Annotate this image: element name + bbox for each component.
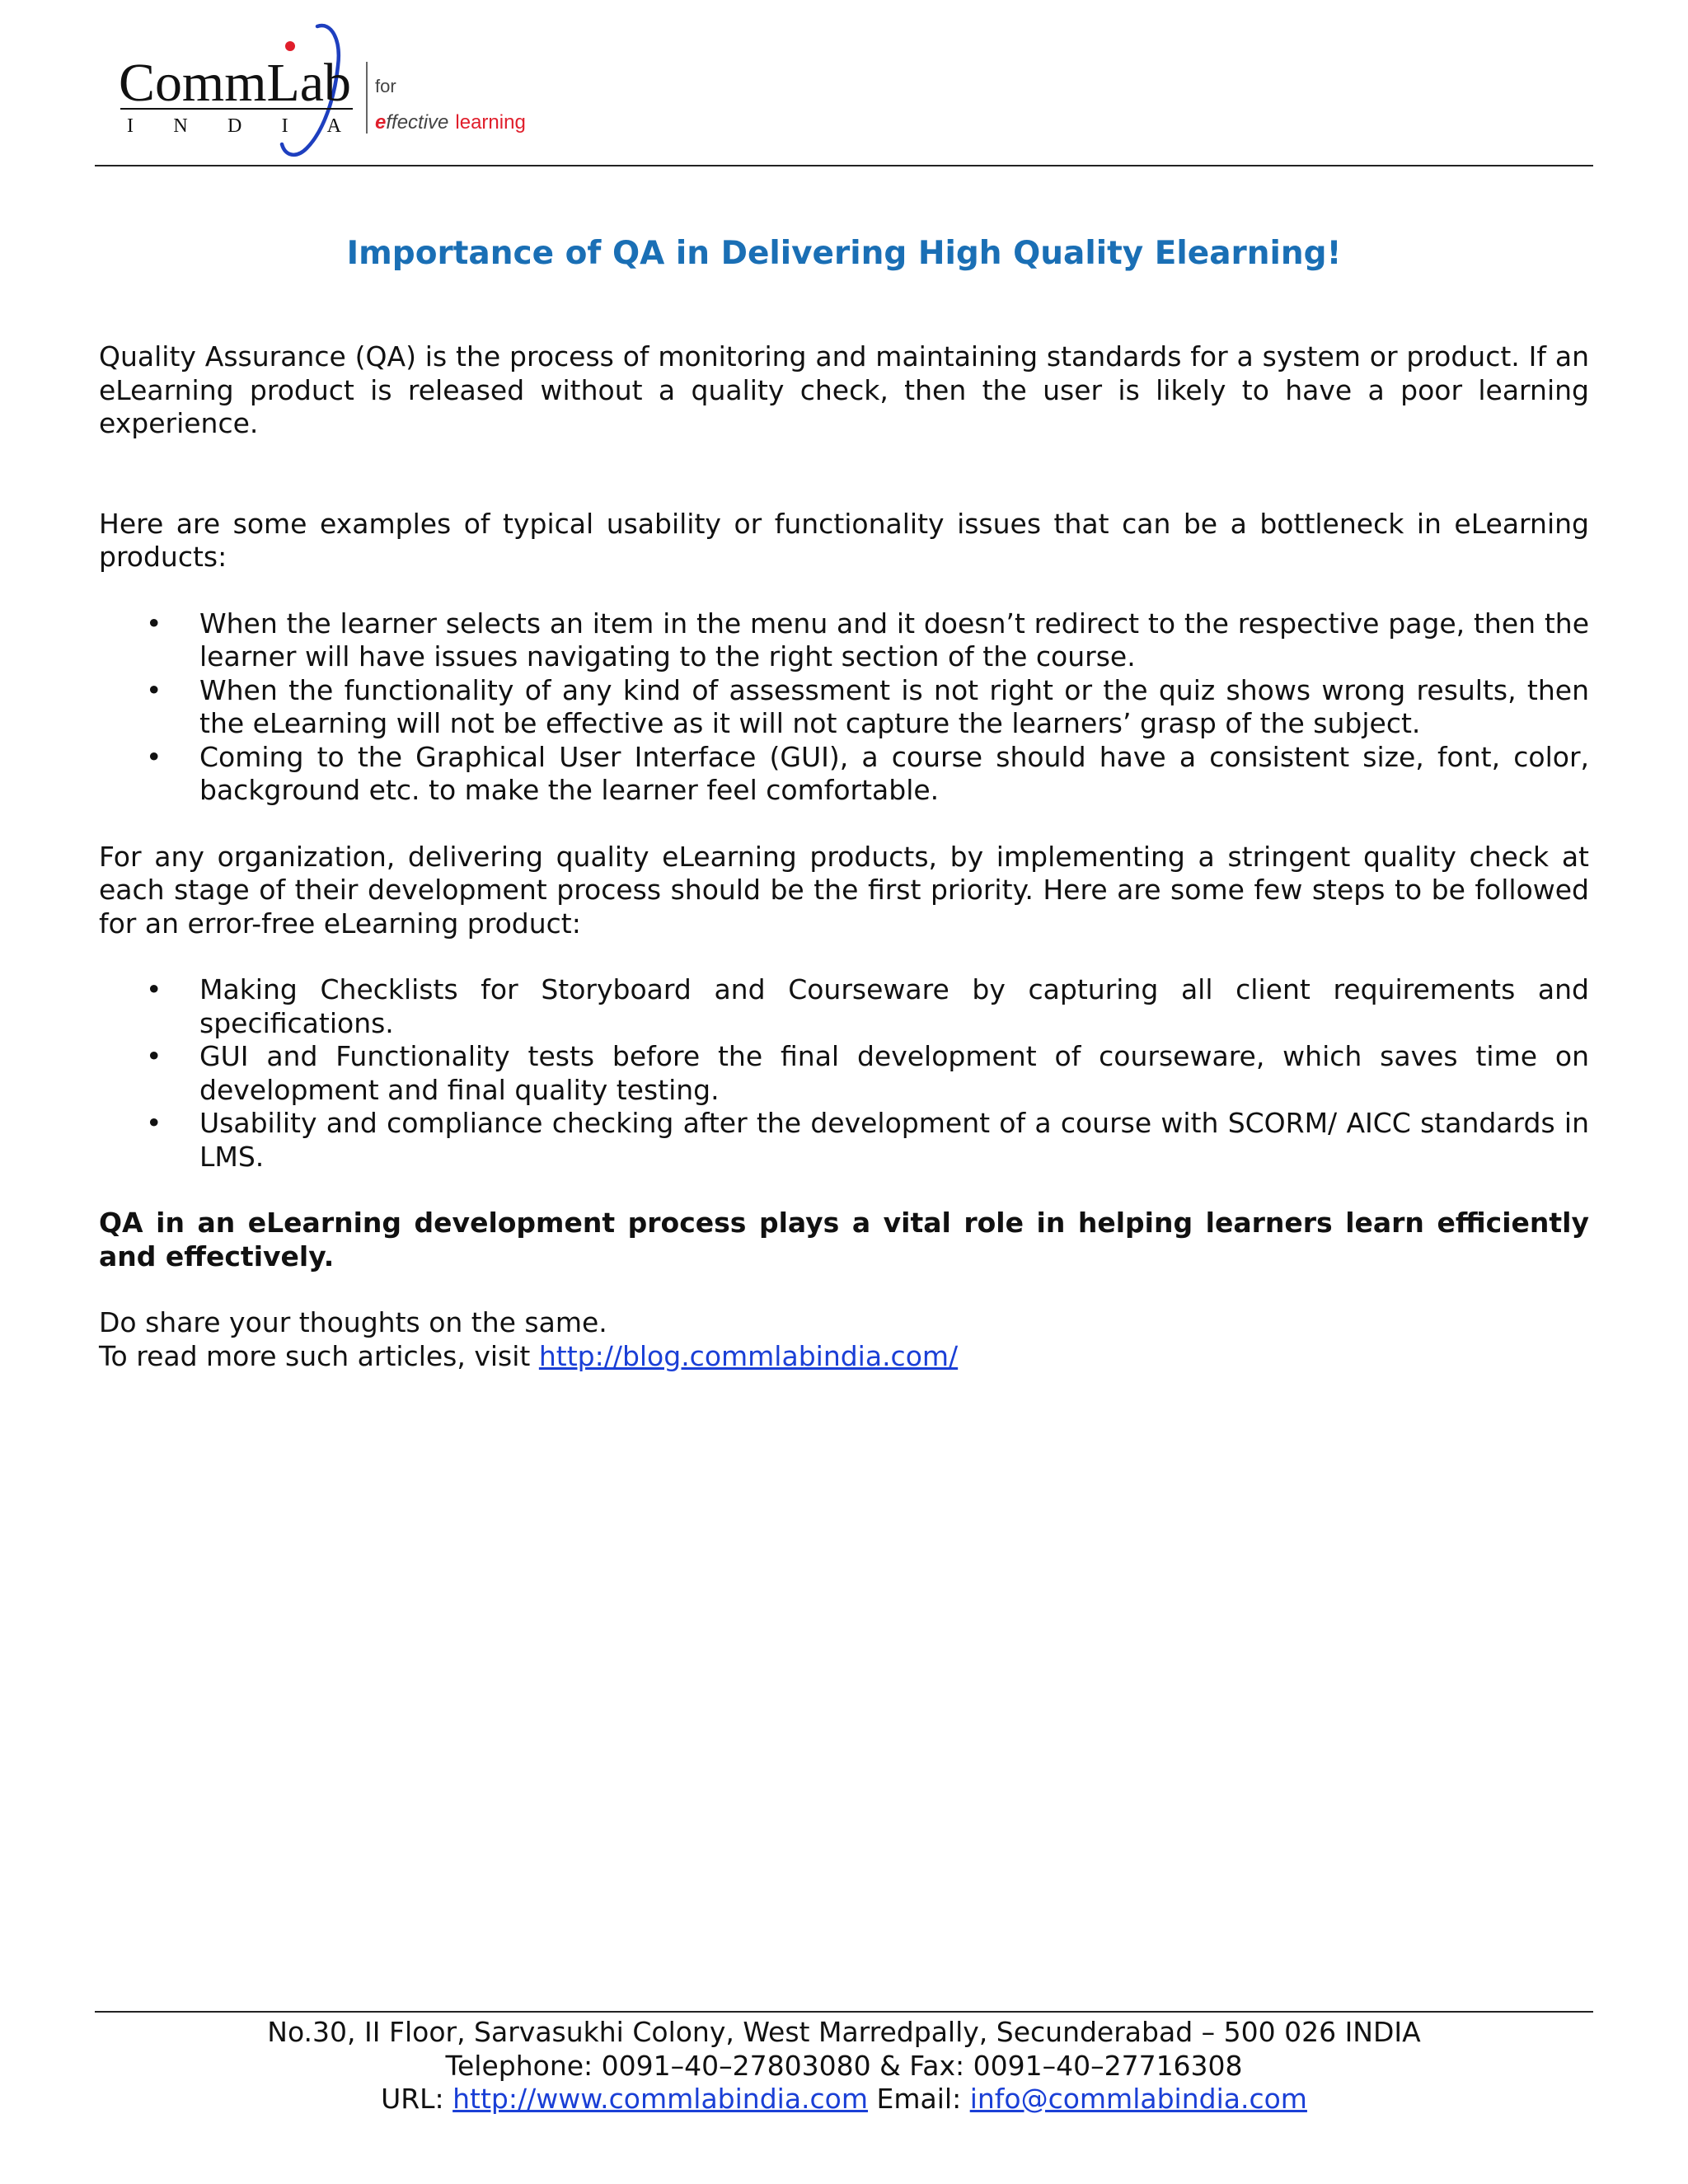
logo-subtitle: I N D I A bbox=[127, 115, 341, 137]
steps-list bbox=[99, 973, 1589, 1174]
footer bbox=[95, 2016, 1593, 2116]
email-link[interactable]: info@commlabindia.com bbox=[969, 2083, 1307, 2115]
footer-email-label: Email: bbox=[868, 2083, 970, 2115]
footer-phone: Telephone: 0091–40–27803080 & Fax: 0091–40–27716308 bbox=[445, 2049, 1243, 2082]
list-item bbox=[99, 1040, 1589, 1107]
list-item bbox=[99, 674, 1589, 741]
intro-paragraph: Quality Assurance (QA) is the process of monitoring and maintaining standards for a system or product. If an eLearning product is released without a quality check, then the user is likely to have a poor learning experience. bbox=[99, 340, 1589, 439]
footer-contact bbox=[95, 2083, 1593, 2116]
bullet-icon: • bbox=[146, 673, 162, 706]
footer-divider bbox=[95, 2011, 1593, 2013]
list-item-text: When the functionality of any kind of assessment is not right or the quiz shows wrong results, then the eLearning will not be effective as it will not capture the learners’ grasp of the subject. bbox=[199, 673, 1589, 739]
list-item-text: Coming to the Graphical User Interface (GUI), a course should have a consistent size, font, color, background etc. to make the learner feel comfortable. bbox=[199, 740, 1589, 806]
read-more-text: To read more such articles, visit bbox=[99, 1339, 539, 1372]
bullet-icon: • bbox=[146, 607, 162, 640]
bullet-icon: • bbox=[146, 1040, 162, 1072]
share-line: Do share your thoughts on the same. bbox=[99, 1306, 607, 1338]
list-item bbox=[99, 741, 1589, 808]
header-divider bbox=[95, 165, 1593, 166]
logo-tagline-e: e bbox=[375, 111, 387, 134]
logo-tagline bbox=[375, 111, 526, 134]
bullet-icon: • bbox=[146, 740, 162, 773]
logo-tagline-for: for bbox=[375, 76, 396, 96]
document-body bbox=[99, 340, 1589, 1373]
steps-intro-paragraph: For any organization, delivering quality eLearning products, by implementing a stringent quality check at each stage of their development process should be the first priority. Here are some few steps to be followed for an error-free eLearning product: bbox=[99, 840, 1589, 940]
logo-tagline-ffective: ffective bbox=[386, 111, 449, 134]
conclusion-paragraph: QA in an eLearning development process plays a vital role in helping learners learn efficiently and effectively. bbox=[99, 1207, 1589, 1272]
footer-url-label: URL: bbox=[381, 2083, 453, 2115]
bullet-icon: • bbox=[146, 973, 162, 1005]
footer-address: No.30, II Floor, Sarvasukhi Colony, West Marredpally, Secunderabad – 500 026 INDIA bbox=[267, 2016, 1421, 2048]
issues-list bbox=[99, 607, 1589, 808]
bullet-icon: • bbox=[146, 1107, 162, 1139]
list-item-text: Making Checklists for Storyboard and Courseware by capturing all client requirements and specifications. bbox=[199, 973, 1589, 1039]
blog-link[interactable]: http://blog.commlabindia.com/ bbox=[538, 1339, 959, 1372]
examples-intro-paragraph: Here are some examples of typical usability or functionality issues that can be a bottleneck in eLearning products: bbox=[99, 507, 1589, 573]
website-link[interactable]: http://www.commlabindia.com bbox=[452, 2083, 869, 2115]
list-item bbox=[99, 973, 1589, 1040]
list-item-text: GUI and Functionality tests before the final development of courseware, which saves time on development and final quality testing. bbox=[199, 1040, 1589, 1106]
list-item bbox=[99, 1107, 1589, 1174]
list-item bbox=[99, 607, 1589, 674]
logo-wordmark: CommLab bbox=[119, 53, 351, 113]
list-item-text: Usability and compliance checking after the development of a course with SCORM/ AICC standards in LMS. bbox=[199, 1107, 1589, 1173]
document-title: Importance of QA in Delivering High Quality Elearning! bbox=[346, 235, 1342, 272]
read-more-line bbox=[99, 1340, 1589, 1374]
list-item-text: When the learner selects an item in the menu and it doesn’t redirect to the respective page, then the learner will have issues navigating to the right section of the course. bbox=[199, 607, 1589, 673]
logo-tagline-learning: learning bbox=[455, 111, 526, 134]
company-logo bbox=[115, 16, 577, 161]
